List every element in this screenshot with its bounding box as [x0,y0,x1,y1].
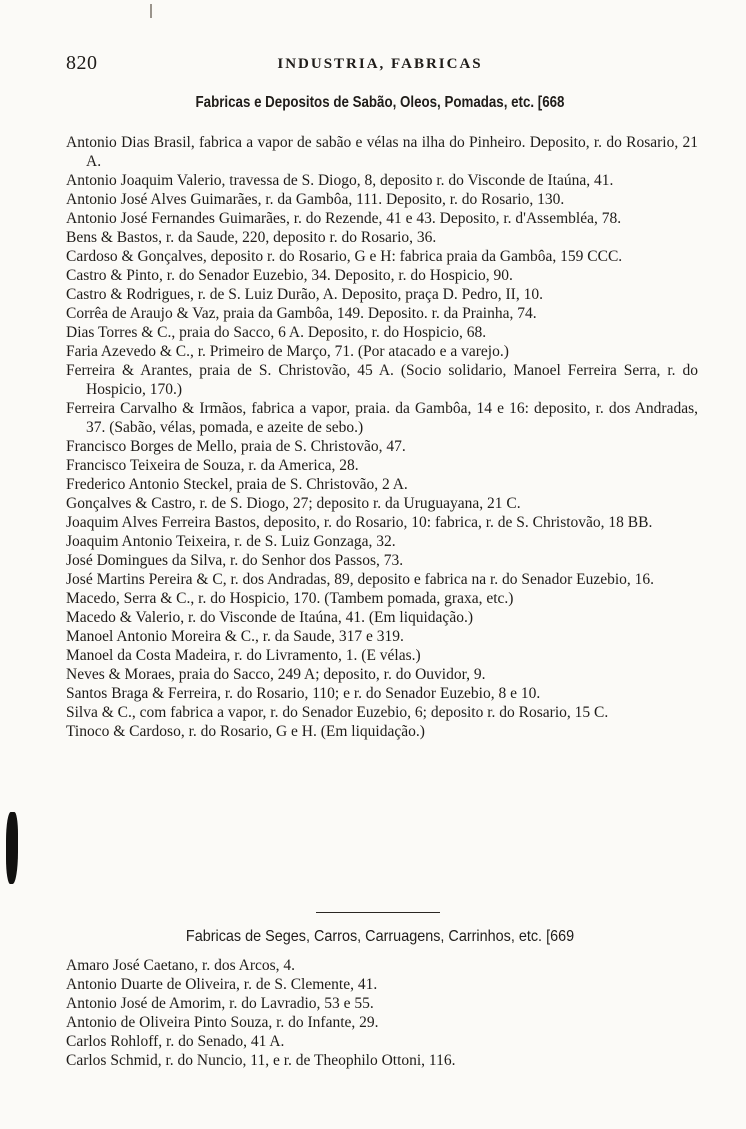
ink-blot [6,812,18,884]
list-item: Frederico Antonio Steckel, praia de S. Christovão, 2 A. [66,476,408,493]
list-item: Francisco Teixeira de Souza, r. da America, 28. [66,457,359,474]
page-number: 820 [66,52,98,74]
list-item: Tinoco & Cardoso, r. do Rosario, G e H. (Em liquidação.) [66,723,425,740]
entry-list-carriages [66,956,698,1070]
list-item: Macedo, Serra & C., r. do Hospicio, 170. (Tambem pomada, graxa, etc.) [66,590,514,607]
section-heading-soap: Fabricas e Depositos de Sabão, Oleos, Pomadas, etc. [668 [195,94,565,111]
running-title: INDUSTRIA, FABRICAS [277,56,483,72]
list-item: Amaro José Caetano, r. dos Arcos, 4. [66,957,296,974]
list-item: Cardoso & Gonçalves, deposito r. do Rosario, G e H: fabrica praia da Gambôa, 159 CCC. [66,248,623,265]
list-item: Francisco Borges de Mello, praia de S. Christovão, 47. [66,438,406,455]
list-item: Ferreira Carvalho & Irmãos, fabrica a vapor, praia. da Gambôa, 14 e 16: deposito, r. dos Andradas, 37. (Sabão, vélas, pomada, e azeite de sebo.) [66,400,698,436]
list-item: Antonio José Alves Guimarães, r. da Gambôa, 111. Deposito, r. do Rosario, 130. [66,191,565,208]
list-item: Antonio José de Amorim, r. do Lavradio, 53 e 55. [66,995,374,1012]
list-item: Corrêa de Araujo & Vaz, praia da Gambôa, 149. Deposito. r. da Prainha, 74. [66,305,537,322]
list-item: Macedo & Valerio, r. do Visconde de Itaúna, 41. (Em liquidação.) [66,609,473,626]
list-item: Gonçalves & Castro, r. de S. Diogo, 27; deposito r. da Uruguayana, 21 C. [66,495,521,512]
list-item: Faria Azevedo & C., r. Primeiro de Março, 71. (Por atacado e a varejo.) [66,343,509,360]
list-item: Manoel Antonio Moreira & C., r. da Saude, 317 e 319. [66,628,404,645]
list-item: José Martins Pereira & C, r. dos Andradas, 89, deposito e fabrica na r. do Senador Euzebio, 16. [66,571,655,588]
list-item: Dias Torres & C., praia do Sacco, 6 A. Deposito, r. do Hospicio, 68. [66,324,487,341]
list-item: Antonio José Fernandes Guimarães, r. do Rezende, 41 e 43. Deposito, r. d'Assembléa, 78. [66,210,622,227]
page-header [66,52,694,84]
section-heading-carriages: Fabricas de Seges, Carros, Carruagens, Carrinhos, etc. [669 [185,928,575,945]
list-item: Carlos Rohloff, r. do Senado, 41 A. [66,1033,285,1050]
list-item: Antonio Duarte de Oliveira, r. de S. Clemente, 41. [66,976,378,993]
list-item: Castro & Pinto, r. do Senador Euzebio, 34. Deposito, r. do Hospicio, 90. [66,267,513,284]
list-item: Santos Braga & Ferreira, r. do Rosario, 110; e r. do Senador Euzebio, 8 e 10. [66,685,541,702]
list-item: Carlos Schmid, r. do Nuncio, 11, e r. de Theophilo Ottoni, 116. [66,1052,456,1069]
list-item: José Domingues da Silva, r. do Senhor dos Passos, 73. [66,552,404,569]
list-item: Silva & C., com fabrica a vapor, r. do Senador Euzebio, 6; deposito r. do Rosario, 15 C. [66,704,609,721]
list-item: Antonio Joaquim Valerio, travessa de S. Diogo, 8, deposito r. do Visconde de Itaúna, 41. [66,172,614,189]
list-item: Castro & Rodrigues, r. de S. Luiz Durão, A. Deposito, praça D. Pedro, II, 10. [66,286,543,303]
entry-list-soap [66,133,698,741]
list-item: Ferreira & Arantes, praia de S. Christovão, 45 A. (Socio solidario, Manoel Ferreira Serra, r. do Hospicio, 170.) [66,362,698,398]
list-item: Bens & Bastos, r. da Saude, 220, deposito r. do Rosario, 36. [66,229,437,246]
list-item: Manoel da Costa Madeira, r. do Livramento, 1. (E vélas.) [66,647,421,664]
print-mark [150,4,152,18]
list-item: Antonio Dias Brasil, fabrica a vapor de sabão e vélas na ilha do Pinheiro. Deposito, r. do Rosario, 21 A. [66,134,698,170]
list-item: Joaquim Antonio Teixeira, r. de S. Luiz Gonzaga, 32. [66,533,396,550]
section-divider [316,912,440,913]
list-item: Joaquim Alves Ferreira Bastos, deposito, r. do Rosario, 10: fabrica, r. de S. Christovão, 18 BB. [66,514,653,531]
list-item: Antonio de Oliveira Pinto Souza, r. do Infante, 29. [66,1014,379,1031]
list-item: Neves & Moraes, praia do Sacco, 249 A; deposito, r. do Ouvidor, 9. [66,666,486,683]
